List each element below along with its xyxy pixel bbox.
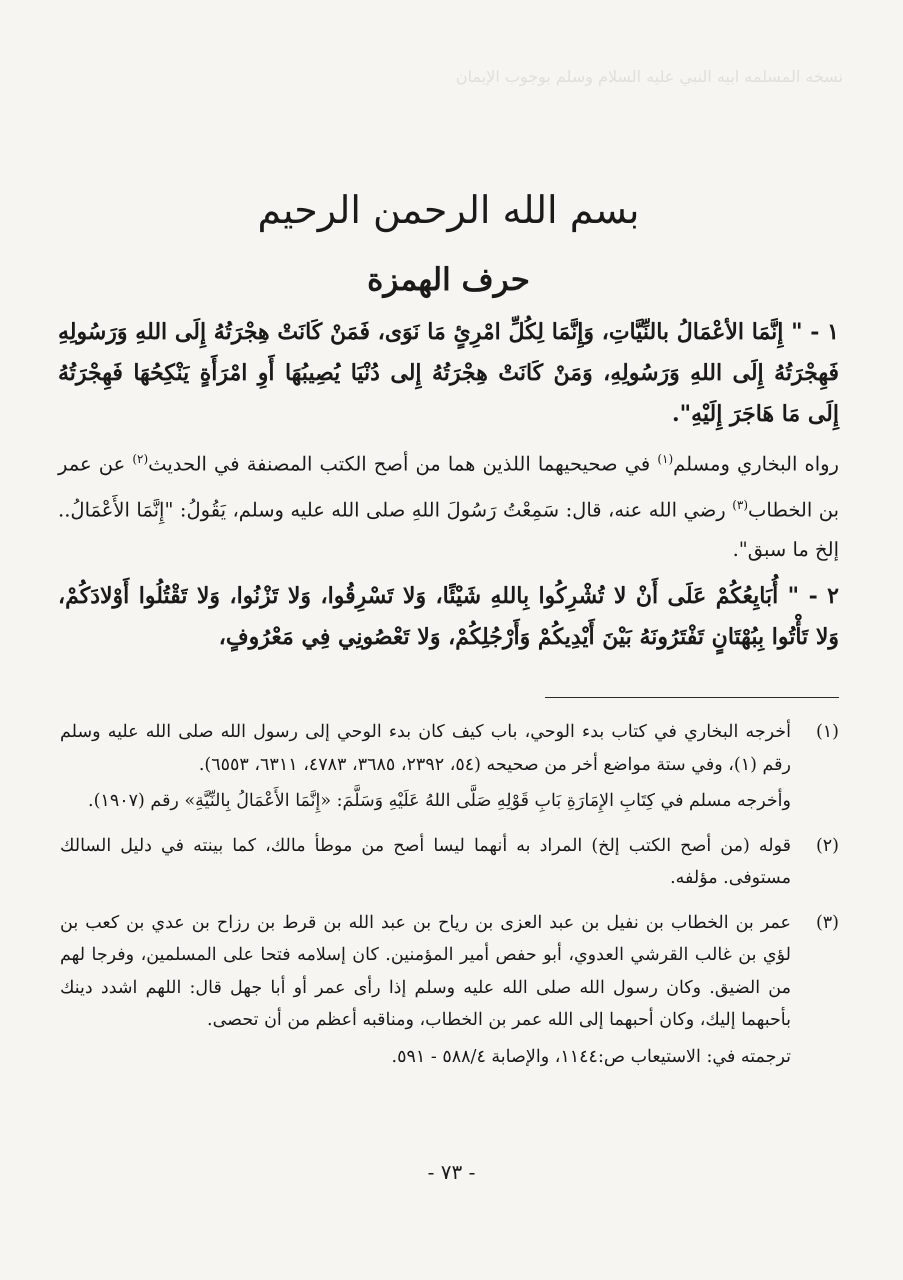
commentary-text: عن عمر بن الخطاب bbox=[58, 452, 840, 521]
footnote-paragraph: أخرجه البخاري في كتاب بدء الوحي، باب كيف كان بدء الوحي إلى رسول الله صلى الله عليه وسلم رقم (١)، وفي ستة مواضع أخر من صحيحه (٥٤، ٢٣٩٢، ٣٦٨٥، ٤٧٨٣، ٦٣١١، ٦٥٥٣). bbox=[60, 722, 791, 775]
footnote-paragraph: قوله (من أصح الكتب إلخ) المراد به أنهما ليسا أصح من موطأ مالك، كما بينته في دليل السالك مستوفى. مؤلفه. bbox=[60, 835, 791, 888]
commentary-text: رواه البخاري ومسلم bbox=[673, 452, 839, 476]
footnote-ref-1[interactable]: (١) bbox=[657, 452, 674, 466]
footnote-divider bbox=[545, 697, 839, 698]
bleed-through-text bbox=[60, 62, 843, 92]
page-number: - ٧٣ - bbox=[427, 1160, 476, 1184]
footnote-body bbox=[60, 830, 791, 899]
basmala-text: بسم الله الرحمن الرحيم bbox=[257, 188, 640, 232]
footnote-paragraph: ترجمته في: الاستيعاب ص:١١٤٤، والإصابة ٥٨٨/٤ - ٥٩١. bbox=[391, 1046, 791, 1067]
footnote-number: (٣) bbox=[815, 912, 839, 933]
footnotes bbox=[60, 716, 839, 1085]
footnote-paragraph: عمر بن الخطاب بن نفيل بن عبد العزى بن رياح بن عبد الله بن قرط بن رزاح بن عدي بن كعب بن لؤي بن غالب القرشي العدوي، أبو حفص أمير المؤمنين. كان إسلامه فتحا على المسلمين، وفرجا لهم من الضيق. وكان رسول الله صلى الله عليه وسلم إذا رأى عمر أو أبا جهل قال: اللهم اشدد دينك بأحبهما إليك، وكان أحبهما إلى الله عمر بن الخطاب، ومناقبه أعظم من أن تحصى. bbox=[60, 912, 791, 1030]
commentary-paragraph bbox=[58, 439, 839, 570]
ghost-line: نسخه المسلمه ابيه النبي عليه السلام وسلم بوجوب الإيمان bbox=[455, 67, 843, 86]
basmala bbox=[58, 180, 839, 240]
footnote bbox=[60, 716, 839, 822]
main-content bbox=[58, 180, 839, 662]
hadith-2: ٢ - " أُبَايِعُكُمْ عَلَى أَنْ لا تُشْرِكُوا بِاللهِ شَيْئًا، وَلا تَسْرِقُوا، وَلا تَزْنُوا، وَلا تَقْتُلُوا أَوْلادَكُمْ، وَلا تَأْتُوا بِبُهْتَانٍ تَفْتَرُونَهُ بَيْنَ أَيْدِيكُمْ وَأَرْجُلِكُمْ، وَلا تَعْصُونِي فِي مَعْرُوفٍ، bbox=[58, 583, 839, 650]
footnote-paragraph: وأخرجه مسلم في كِتَابِ الإِمَارَةِ بَابِ قَوْلِهِ صَلَّى اللهُ عَلَيْهِ وَسَلَّمَ: «إِنَّمَا الأَعْمَالُ بِالنِّيَّةِ» رقم (١٩٠٧). bbox=[88, 791, 791, 811]
commentary-text: رضي الله عنه، قال: سَمِعْتُ رَسُولَ اللهِ صلى الله عليه وسلم، يَقُولُ: "إِنَّمَا الأَعْمَالُ.. إلخ ما سبق". bbox=[58, 498, 839, 561]
hadith-1: ١ - " إِنَّمَا الأعْمَالُ بالنِّيَّاتِ، وَإِنَّمَا لِكُلِّ امْرِئٍ مَا نَوَى، فَمَنْ كَانَتْ هِجْرَتُهُ إِلَى اللهِ وَرَسُولِهِ فَهِجْرَتُهُ إِلَى اللهِ وَرَسُولِهِ، وَمَنْ كَانَتْ هِجْرَتُهُ إِلى دُنْيَا يُصِيبُهَا أَوِ امْرَأَةٍ يَنْكِحُهَا فَهِجْرَتُهُ إِلَى مَا هَاجَرَ إِلَيْهِ". bbox=[58, 319, 839, 427]
footnote-ref-3[interactable]: (٣) bbox=[732, 497, 749, 512]
footnote-ref-2[interactable]: (٢) bbox=[132, 452, 149, 466]
footnote-body bbox=[60, 907, 791, 1078]
footnote-number: (١) bbox=[815, 722, 839, 742]
footnote-number: (٢) bbox=[815, 835, 839, 856]
commentary-text: في صحيحيهما اللذين هما من أصح الكتب المصنفة في الحديث bbox=[148, 452, 658, 476]
footnote bbox=[60, 830, 839, 899]
chapter-heading: حرف الهمزة bbox=[367, 262, 530, 298]
footnote-body bbox=[60, 716, 791, 822]
footnote bbox=[60, 907, 839, 1078]
